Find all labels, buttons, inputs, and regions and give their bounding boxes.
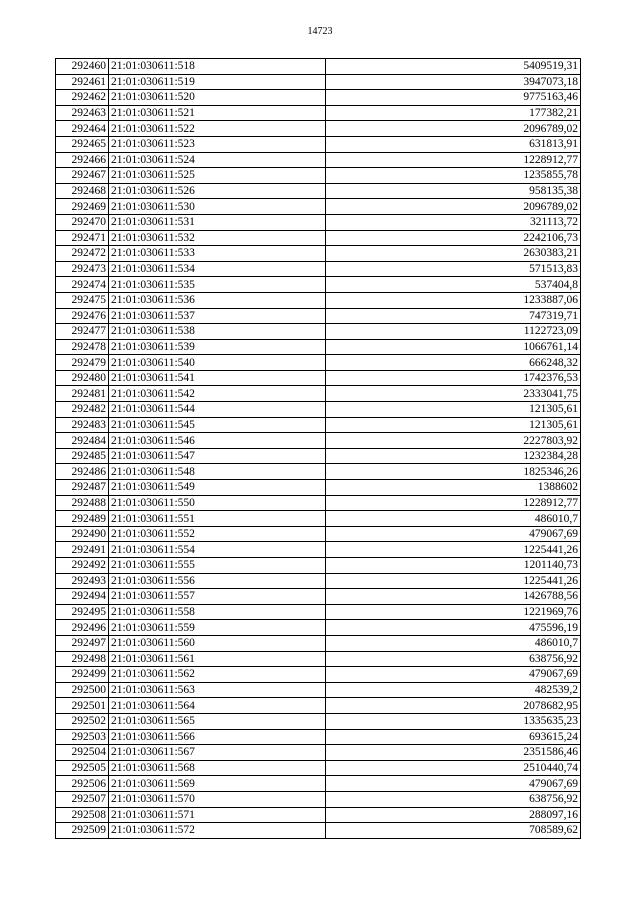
row-id-cell: 292472 [56, 246, 109, 262]
table-row [56, 651, 581, 667]
cadastral-number-cell: 21:01:030611:524 [109, 152, 326, 168]
value-cell: 638756,92 [326, 791, 581, 807]
cadastral-number-cell: 21:01:030611:523 [109, 136, 326, 152]
value-cell: 5409519,31 [326, 59, 581, 75]
cadastral-number-cell: 21:01:030611:552 [109, 526, 326, 542]
value-cell: 177382,21 [326, 105, 581, 121]
table-row [56, 558, 581, 574]
table-row [56, 433, 581, 449]
value-cell: 486010,7 [326, 511, 581, 527]
row-id-cell: 292485 [56, 448, 109, 464]
table-row [56, 526, 581, 542]
cadastral-number-cell: 21:01:030611:556 [109, 573, 326, 589]
table-row [56, 417, 581, 433]
value-cell: 288097,16 [326, 807, 581, 823]
table-row [56, 59, 581, 75]
value-cell: 1066761,14 [326, 339, 581, 355]
cadastral-number-cell: 21:01:030611:560 [109, 635, 326, 651]
cadastral-number-cell: 21:01:030611:554 [109, 542, 326, 558]
table-row [56, 729, 581, 745]
cadastral-number-cell: 21:01:030611:563 [109, 682, 326, 698]
table-row [56, 183, 581, 199]
value-cell: 2227803,92 [326, 433, 581, 449]
row-id-cell: 292491 [56, 542, 109, 558]
row-id-cell: 292493 [56, 573, 109, 589]
table-row [56, 136, 581, 152]
value-cell: 1228912,77 [326, 152, 581, 168]
value-cell: 693615,24 [326, 729, 581, 745]
value-cell: 1742376,53 [326, 370, 581, 386]
value-cell: 482539,2 [326, 682, 581, 698]
row-id-cell: 292470 [56, 214, 109, 230]
table-row [56, 823, 581, 839]
row-id-cell: 292477 [56, 324, 109, 340]
table-row [56, 698, 581, 714]
row-id-cell: 292462 [56, 90, 109, 106]
cadastral-number-cell: 21:01:030611:550 [109, 495, 326, 511]
cadastral-number-cell: 21:01:030611:549 [109, 480, 326, 496]
row-id-cell: 292476 [56, 308, 109, 324]
row-id-cell: 292463 [56, 105, 109, 121]
row-id-cell: 292479 [56, 355, 109, 371]
cadastral-number-cell: 21:01:030611:535 [109, 277, 326, 293]
cadastral-number-cell: 21:01:030611:521 [109, 105, 326, 121]
cadastral-number-cell: 21:01:030611:537 [109, 308, 326, 324]
row-id-cell: 292480 [56, 370, 109, 386]
cadastral-number-cell: 21:01:030611:519 [109, 74, 326, 90]
row-id-cell: 292468 [56, 183, 109, 199]
table-row [56, 542, 581, 558]
table-body [56, 59, 581, 839]
table-row [56, 604, 581, 620]
cadastral-number-cell: 21:01:030611:564 [109, 698, 326, 714]
row-id-cell: 292460 [56, 59, 109, 75]
table-row [56, 105, 581, 121]
cadastral-number-cell: 21:01:030611:548 [109, 464, 326, 480]
value-cell: 2333041,75 [326, 386, 581, 402]
table-row [56, 370, 581, 386]
cadastral-number-cell: 21:01:030611:571 [109, 807, 326, 823]
value-cell: 708589,62 [326, 823, 581, 839]
row-id-cell: 292499 [56, 667, 109, 683]
table-row [56, 277, 581, 293]
cadastral-number-cell: 21:01:030611:570 [109, 791, 326, 807]
cadastral-number-cell: 21:01:030611:557 [109, 589, 326, 605]
value-cell: 1235855,78 [326, 168, 581, 184]
row-id-cell: 292500 [56, 682, 109, 698]
table-row [56, 74, 581, 90]
row-id-cell: 292482 [56, 402, 109, 418]
row-id-cell: 292501 [56, 698, 109, 714]
row-id-cell: 292503 [56, 729, 109, 745]
row-id-cell: 292467 [56, 168, 109, 184]
cadastral-number-cell: 21:01:030611:525 [109, 168, 326, 184]
cadastral-number-cell: 21:01:030611:533 [109, 246, 326, 262]
cadastral-number-cell: 21:01:030611:541 [109, 370, 326, 386]
row-id-cell: 292509 [56, 823, 109, 839]
table-row [56, 152, 581, 168]
value-cell: 479067,69 [326, 667, 581, 683]
table-row [56, 760, 581, 776]
row-id-cell: 292475 [56, 292, 109, 308]
row-id-cell: 292481 [56, 386, 109, 402]
value-cell: 2078682,95 [326, 698, 581, 714]
value-cell: 475596,19 [326, 620, 581, 636]
table-row [56, 776, 581, 792]
table-row [56, 90, 581, 106]
cadastral-number-cell: 21:01:030611:518 [109, 59, 326, 75]
row-id-cell: 292466 [56, 152, 109, 168]
table-row [56, 791, 581, 807]
table-row [56, 214, 581, 230]
row-id-cell: 292488 [56, 495, 109, 511]
value-cell: 1825346,26 [326, 464, 581, 480]
cadastral-number-cell: 21:01:030611:562 [109, 667, 326, 683]
row-id-cell: 292473 [56, 261, 109, 277]
table-row [56, 168, 581, 184]
table-row [56, 308, 581, 324]
row-id-cell: 292471 [56, 230, 109, 246]
cadastral-number-cell: 21:01:030611:566 [109, 729, 326, 745]
value-cell: 958135,38 [326, 183, 581, 199]
table-row [56, 589, 581, 605]
table-row [56, 292, 581, 308]
table-row [56, 121, 581, 137]
table-row [56, 355, 581, 371]
cadastral-number-cell: 21:01:030611:542 [109, 386, 326, 402]
table-row [56, 402, 581, 418]
value-cell: 486010,7 [326, 635, 581, 651]
row-id-cell: 292483 [56, 417, 109, 433]
row-id-cell: 292474 [56, 277, 109, 293]
cadastral-number-cell: 21:01:030611:545 [109, 417, 326, 433]
value-cell: 479067,69 [326, 776, 581, 792]
table-row [56, 386, 581, 402]
table-row [56, 324, 581, 340]
value-cell: 1221969,76 [326, 604, 581, 620]
value-cell: 1388602 [326, 480, 581, 496]
row-id-cell: 292494 [56, 589, 109, 605]
cadastral-number-cell: 21:01:030611:532 [109, 230, 326, 246]
page-number: 14723 [307, 26, 333, 37]
value-cell: 321113,72 [326, 214, 581, 230]
value-cell: 1201140,73 [326, 558, 581, 574]
row-id-cell: 292495 [56, 604, 109, 620]
row-id-cell: 292492 [56, 558, 109, 574]
cadastral-number-cell: 21:01:030611:551 [109, 511, 326, 527]
value-cell: 121305,61 [326, 402, 581, 418]
row-id-cell: 292505 [56, 760, 109, 776]
table-row [56, 199, 581, 215]
table-row [56, 339, 581, 355]
cadastral-number-cell: 21:01:030611:558 [109, 604, 326, 620]
row-id-cell: 292504 [56, 745, 109, 761]
value-cell: 2351586,46 [326, 745, 581, 761]
value-cell: 1426788,56 [326, 589, 581, 605]
value-cell: 666248,32 [326, 355, 581, 371]
table-row [56, 682, 581, 698]
cadastral-number-cell: 21:01:030611:538 [109, 324, 326, 340]
value-cell: 479067,69 [326, 526, 581, 542]
cadastral-number-cell: 21:01:030611:531 [109, 214, 326, 230]
value-cell: 631813,91 [326, 136, 581, 152]
row-id-cell: 292489 [56, 511, 109, 527]
table-row [56, 573, 581, 589]
cadastral-number-cell: 21:01:030611:555 [109, 558, 326, 574]
value-cell: 2242106,73 [326, 230, 581, 246]
cadastral-number-cell: 21:01:030611:572 [109, 823, 326, 839]
value-cell: 638756,92 [326, 651, 581, 667]
table-row [56, 448, 581, 464]
cadastral-number-cell: 21:01:030611:539 [109, 339, 326, 355]
cadastral-number-cell: 21:01:030611:530 [109, 199, 326, 215]
cadastral-number-cell: 21:01:030611:520 [109, 90, 326, 106]
table-row [56, 464, 581, 480]
cadastral-number-cell: 21:01:030611:544 [109, 402, 326, 418]
row-id-cell: 292478 [56, 339, 109, 355]
table-row [56, 230, 581, 246]
cadastral-number-cell: 21:01:030611:559 [109, 620, 326, 636]
value-cell: 747319,71 [326, 308, 581, 324]
value-cell: 1232384,28 [326, 448, 581, 464]
table-row [56, 246, 581, 262]
cadastral-number-cell: 21:01:030611:526 [109, 183, 326, 199]
table-row [56, 807, 581, 823]
cadastral-number-cell: 21:01:030611:534 [109, 261, 326, 277]
table-row [56, 745, 581, 761]
value-cell: 1122723,09 [326, 324, 581, 340]
table-row [56, 495, 581, 511]
table-row [56, 511, 581, 527]
table-row [56, 261, 581, 277]
row-id-cell: 292464 [56, 121, 109, 137]
cadastral-number-cell: 21:01:030611:547 [109, 448, 326, 464]
cadastral-number-cell: 21:01:030611:565 [109, 713, 326, 729]
table-row [56, 667, 581, 683]
row-id-cell: 292465 [56, 136, 109, 152]
cadastral-number-cell: 21:01:030611:546 [109, 433, 326, 449]
value-cell: 2096789,02 [326, 121, 581, 137]
table-row [56, 713, 581, 729]
row-id-cell: 292506 [56, 776, 109, 792]
value-cell: 9775163,46 [326, 90, 581, 106]
cadastral-value-table [55, 58, 581, 839]
row-id-cell: 292469 [56, 199, 109, 215]
table-row [56, 480, 581, 496]
cadastral-number-cell: 21:01:030611:540 [109, 355, 326, 371]
row-id-cell: 292497 [56, 635, 109, 651]
row-id-cell: 292490 [56, 526, 109, 542]
value-cell: 537404,8 [326, 277, 581, 293]
row-id-cell: 292486 [56, 464, 109, 480]
row-id-cell: 292484 [56, 433, 109, 449]
value-cell: 2630383,21 [326, 246, 581, 262]
value-cell: 1228912,77 [326, 495, 581, 511]
value-cell: 121305,61 [326, 417, 581, 433]
cadastral-number-cell: 21:01:030611:561 [109, 651, 326, 667]
cadastral-number-cell: 21:01:030611:536 [109, 292, 326, 308]
row-id-cell: 292508 [56, 807, 109, 823]
cadastral-number-cell: 21:01:030611:567 [109, 745, 326, 761]
cadastral-number-cell: 21:01:030611:522 [109, 121, 326, 137]
value-cell: 2510440,74 [326, 760, 581, 776]
table-row [56, 620, 581, 636]
cadastral-number-cell: 21:01:030611:569 [109, 776, 326, 792]
cadastral-number-cell: 21:01:030611:568 [109, 760, 326, 776]
row-id-cell: 292496 [56, 620, 109, 636]
value-cell: 571513,83 [326, 261, 581, 277]
row-id-cell: 292502 [56, 713, 109, 729]
value-cell: 1225441,26 [326, 542, 581, 558]
value-cell: 1225441,26 [326, 573, 581, 589]
row-id-cell: 292507 [56, 791, 109, 807]
row-id-cell: 292487 [56, 480, 109, 496]
value-cell: 1335635,23 [326, 713, 581, 729]
value-cell: 3947073,18 [326, 74, 581, 90]
value-cell: 1233887,06 [326, 292, 581, 308]
row-id-cell: 292461 [56, 74, 109, 90]
value-cell: 2096789,02 [326, 199, 581, 215]
row-id-cell: 292498 [56, 651, 109, 667]
table-row [56, 635, 581, 651]
